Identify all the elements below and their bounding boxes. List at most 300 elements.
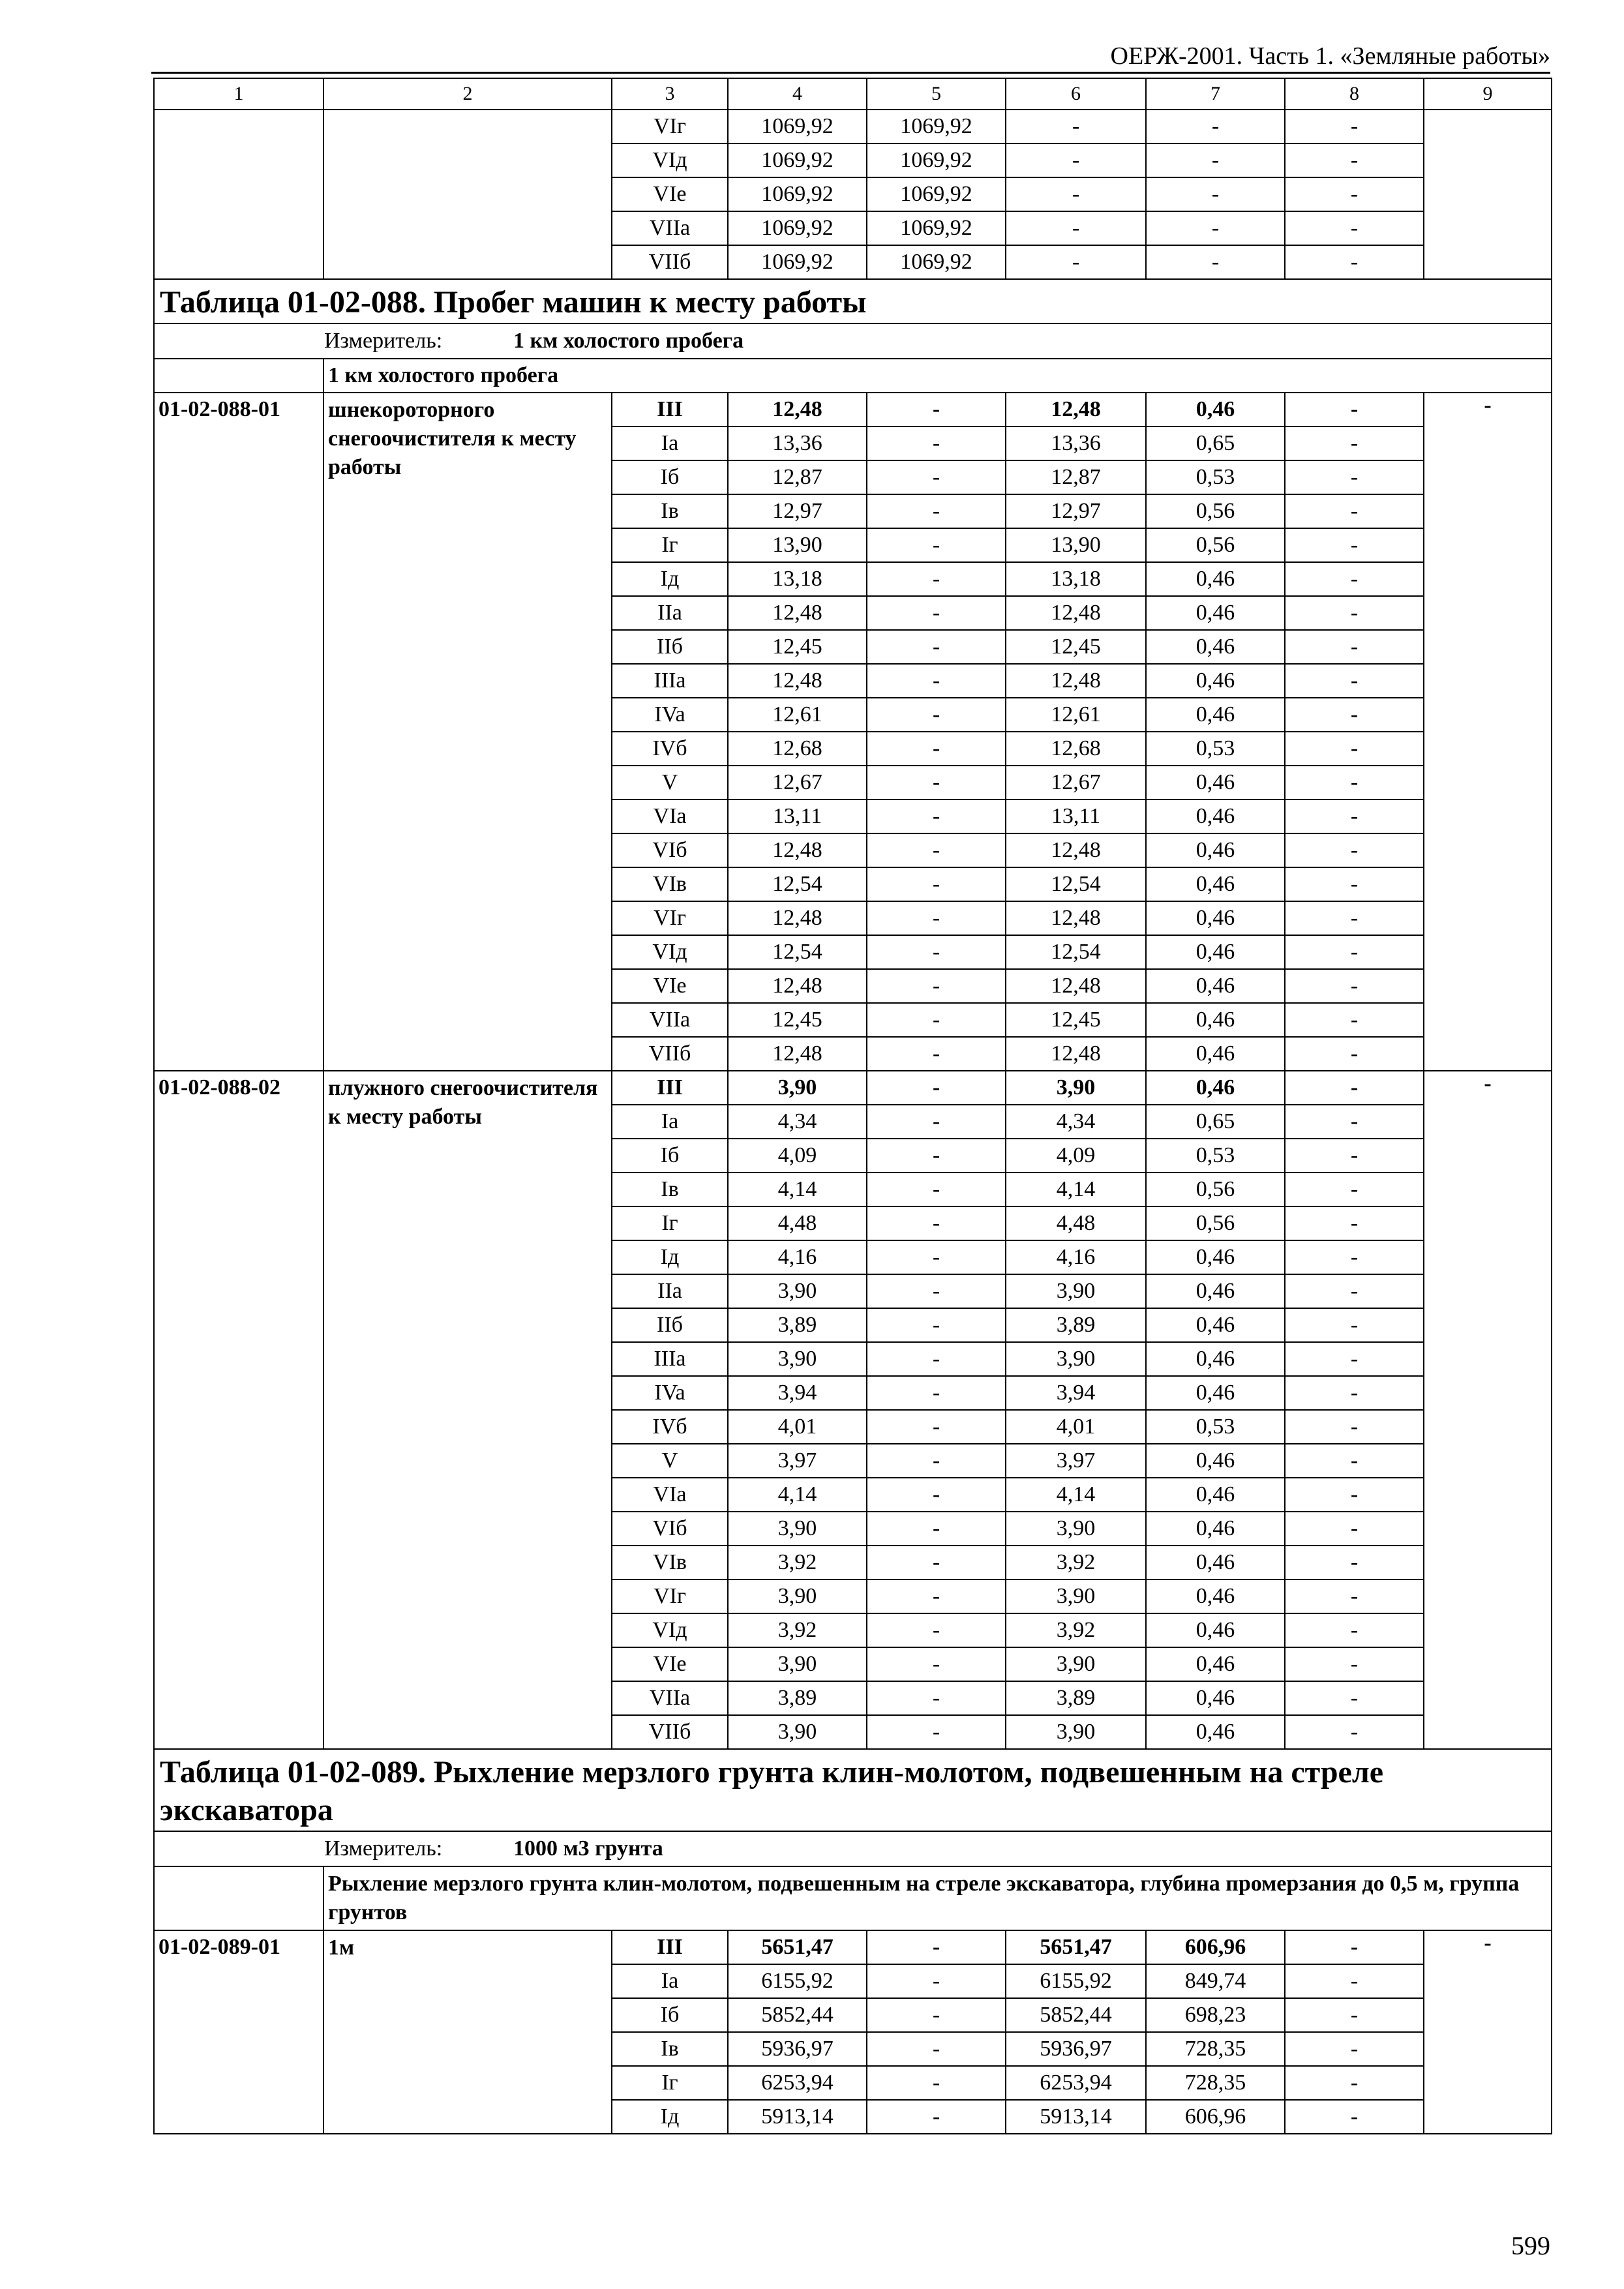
value-cell: 0,53 (1146, 1410, 1285, 1444)
value-cell: 12,97 (1006, 494, 1146, 528)
value-cell: 0,46 (1146, 1546, 1285, 1579)
value-cell: 1069,92 (728, 245, 867, 279)
value-cell: 0,46 (1146, 1308, 1285, 1342)
value-cell: 3,92 (728, 1613, 867, 1647)
value-cell: - (867, 1647, 1006, 1681)
value-cell: 4,14 (728, 1478, 867, 1512)
value-cell: 0,46 (1146, 698, 1285, 732)
value-cell: VIд (612, 935, 728, 969)
value-cell: 1069,92 (867, 177, 1006, 211)
section-heading-row (154, 359, 1552, 393)
column-number-cell: 5 (867, 78, 1006, 110)
value-cell: 0,46 (1146, 1071, 1285, 1105)
value-cell: - (1285, 1105, 1424, 1139)
value-cell: - (1285, 1376, 1424, 1410)
value-cell: - (1285, 1715, 1424, 1749)
value-cell: 12,48 (1006, 901, 1146, 935)
section-heading: 1 км холостого пробега (323, 359, 1552, 393)
value-cell: IIa (612, 596, 728, 630)
value-cell: 5913,14 (1006, 2100, 1146, 2134)
value-cell: - (867, 935, 1006, 969)
value-cell: - (1285, 800, 1424, 833)
value-cell: 12,48 (728, 969, 867, 1003)
value-cell: 728,35 (1146, 2066, 1285, 2100)
value-cell: - (867, 1613, 1006, 1647)
measurer-row (154, 1831, 1552, 1866)
value-cell: Iб (612, 1998, 728, 2032)
value-cell: - (867, 1681, 1006, 1715)
value-cell: - (1285, 1206, 1424, 1240)
table-title-row (154, 279, 1552, 323)
value-cell: - (1285, 732, 1424, 766)
value-cell: 12,45 (728, 1003, 867, 1037)
value-cell: 12,48 (1006, 969, 1146, 1003)
value-cell: 0,46 (1146, 1037, 1285, 1071)
value-cell: - (1285, 901, 1424, 935)
value-cell: - (1285, 2100, 1424, 2134)
value-cell: 1069,92 (728, 211, 867, 245)
value-cell: 4,14 (1006, 1478, 1146, 1512)
measurer-line (155, 324, 1551, 358)
value-cell: 12,45 (1006, 630, 1146, 664)
value-cell: 3,97 (1006, 1444, 1146, 1478)
measurer-value: 1 км холостого пробега (513, 329, 744, 353)
value-cell: VIв (612, 867, 728, 901)
value-cell: - (1285, 177, 1424, 211)
value-cell: 12,48 (1006, 596, 1146, 630)
value-cell: 3,92 (1006, 1546, 1146, 1579)
value-cell: IIIa (612, 664, 728, 698)
value-cell: - (867, 2032, 1006, 2066)
value-cell: 0,46 (1146, 596, 1285, 630)
value-cell: VIг (612, 1579, 728, 1613)
value-cell: Iб (612, 1139, 728, 1173)
col9-cell (1424, 110, 1552, 279)
value-cell: - (1006, 211, 1146, 245)
value-cell: Iд (612, 2100, 728, 2134)
value-cell: 12,87 (1006, 460, 1146, 494)
column-number-cell: 6 (1006, 78, 1146, 110)
value-cell: - (867, 562, 1006, 596)
value-cell: - (867, 528, 1006, 562)
value-cell: - (867, 1478, 1006, 1512)
value-cell: - (867, 1546, 1006, 1579)
value-cell: Iг (612, 2066, 728, 2100)
value-cell: 12,87 (728, 460, 867, 494)
value-cell: 0,53 (1146, 460, 1285, 494)
value-cell: - (1285, 1274, 1424, 1308)
value-cell: - (867, 1512, 1006, 1546)
value-cell: - (867, 1105, 1006, 1139)
value-cell: - (867, 1444, 1006, 1478)
column-number-cell: 3 (612, 78, 728, 110)
measurer-cell (154, 1831, 1552, 1866)
rate-description: 1м (323, 1930, 612, 2134)
value-cell: 0,46 (1146, 800, 1285, 833)
value-cell: 5852,44 (728, 1998, 867, 2032)
column-number-cell: 8 (1285, 78, 1424, 110)
value-cell: 0,46 (1146, 393, 1285, 426)
value-cell: 1069,92 (867, 245, 1006, 279)
value-cell: 5852,44 (1006, 1998, 1146, 2032)
value-cell: VIIa (612, 1003, 728, 1037)
value-cell: - (867, 1715, 1006, 1749)
value-cell: 0,56 (1146, 1206, 1285, 1240)
table-row (154, 393, 1552, 426)
value-cell: 0,46 (1146, 562, 1285, 596)
value-cell: 12,48 (1006, 393, 1146, 426)
value-cell: 0,46 (1146, 664, 1285, 698)
value-cell: - (1285, 1173, 1424, 1206)
value-cell: 0,46 (1146, 1274, 1285, 1308)
column-number-cell: 9 (1424, 78, 1552, 110)
value-cell: Ia (612, 1964, 728, 1998)
value-cell: 4,34 (1006, 1105, 1146, 1139)
value-cell: 3,94 (1006, 1376, 1146, 1410)
value-cell: Ia (612, 426, 728, 460)
measurer-row (154, 323, 1552, 359)
value-cell: 0,46 (1146, 1376, 1285, 1410)
value-cell: 12,48 (728, 901, 867, 935)
rate-code: 01-02-088-01 (154, 393, 323, 1071)
value-cell: 12,48 (1006, 664, 1146, 698)
value-cell: 12,67 (1006, 766, 1146, 800)
value-cell: - (867, 1964, 1006, 1998)
value-cell: - (867, 698, 1006, 732)
value-cell: - (867, 1240, 1006, 1274)
value-cell: 5913,14 (728, 2100, 867, 2134)
value-cell: - (867, 1173, 1006, 1206)
measurer-label: Измеритель: (324, 1836, 443, 1861)
section-heading-row (154, 1866, 1552, 1930)
table-title: Таблица 01-02-088. Пробег машин к месту работы (154, 279, 1552, 323)
value-cell: 12,48 (728, 596, 867, 630)
value-cell: 4,01 (1006, 1410, 1146, 1444)
value-cell: - (1285, 2032, 1424, 2066)
value-cell: - (867, 1071, 1006, 1105)
value-cell: - (1285, 426, 1424, 460)
value-cell: 0,53 (1146, 732, 1285, 766)
value-cell: IIa (612, 1274, 728, 1308)
value-cell: - (867, 901, 1006, 935)
value-cell: - (867, 1139, 1006, 1173)
value-cell: - (1285, 2066, 1424, 2100)
rate-code: 01-02-088-02 (154, 1071, 323, 1749)
value-cell: VIa (612, 800, 728, 833)
rate-code: 01-02-089-01 (154, 1930, 323, 2134)
value-cell: 3,89 (728, 1681, 867, 1715)
value-cell: VIa (612, 1478, 728, 1512)
value-cell: 3,89 (728, 1308, 867, 1342)
rate-description: плужного снегоочистителя к месту работы (323, 1071, 612, 1749)
value-cell: 12,54 (728, 867, 867, 901)
value-cell: VIб (612, 833, 728, 867)
value-cell: 12,45 (1006, 1003, 1146, 1037)
value-cell: - (867, 1037, 1006, 1071)
value-cell: V (612, 1444, 728, 1478)
value-cell: VIIб (612, 1715, 728, 1749)
value-cell: 0,46 (1146, 867, 1285, 901)
value-cell: - (867, 833, 1006, 867)
value-cell: - (1285, 1478, 1424, 1512)
document-header: ОЕРЖ-2001. Часть 1. «Земляные работы» (1110, 42, 1550, 70)
value-cell: Iд (612, 1240, 728, 1274)
value-cell: - (1285, 110, 1424, 143)
value-cell: VIг (612, 901, 728, 935)
value-cell: 3,92 (1006, 1613, 1146, 1647)
value-cell: 1069,92 (867, 211, 1006, 245)
value-cell: - (1006, 143, 1146, 177)
value-cell: 0,53 (1146, 1139, 1285, 1173)
value-cell: - (867, 664, 1006, 698)
value-cell: 5936,97 (1006, 2032, 1146, 2066)
value-cell: - (867, 1274, 1006, 1308)
value-cell: - (1285, 245, 1424, 279)
table-title: Таблица 01-02-089. Рыхление мерзлого грунта клин-молотом, подвешенным на стреле экскаватора (154, 1749, 1552, 1831)
value-cell: 0,46 (1146, 969, 1285, 1003)
value-cell: 4,09 (728, 1139, 867, 1173)
value-cell: - (867, 1579, 1006, 1613)
rates-table (153, 78, 1552, 2134)
value-cell: IIб (612, 1308, 728, 1342)
value-cell: - (1285, 494, 1424, 528)
value-cell: VIв (612, 1546, 728, 1579)
value-cell: 0,46 (1146, 833, 1285, 867)
value-cell: 606,96 (1146, 1930, 1285, 1964)
value-cell: - (1285, 935, 1424, 969)
value-cell: 6253,94 (1006, 2066, 1146, 2100)
value-cell: 3,90 (728, 1274, 867, 1308)
value-cell: 3,90 (728, 1579, 867, 1613)
measurer-cell (154, 323, 1552, 359)
value-cell: - (1285, 1647, 1424, 1681)
value-cell: 13,18 (1006, 562, 1146, 596)
value-cell: 3,90 (1006, 1715, 1146, 1749)
value-cell: Iг (612, 1206, 728, 1240)
value-cell: 12,68 (1006, 732, 1146, 766)
value-cell: - (1285, 1930, 1424, 1964)
value-cell: 849,74 (1146, 1964, 1285, 1998)
value-cell: III (612, 393, 728, 426)
column-number-cell: 1 (154, 78, 323, 110)
value-cell: - (867, 596, 1006, 630)
value-cell: VIIб (612, 245, 728, 279)
value-cell: 3,89 (1006, 1308, 1146, 1342)
value-cell: IIб (612, 630, 728, 664)
value-cell: 0,65 (1146, 1105, 1285, 1139)
value-cell: Iг (612, 528, 728, 562)
value-cell: III (612, 1071, 728, 1105)
value-cell: - (867, 1930, 1006, 1964)
section-heading: Рыхление мерзлого грунта клин-молотом, подвешенным на стреле экскаватора, глубина промерзания до 0,5 м, группа грунтов (323, 1866, 1552, 1930)
value-cell: 13,36 (728, 426, 867, 460)
column-number-cell: 2 (323, 78, 612, 110)
value-cell: 3,90 (728, 1647, 867, 1681)
value-cell: 12,54 (1006, 935, 1146, 969)
value-cell: - (1285, 1964, 1424, 1998)
value-cell: - (1285, 562, 1424, 596)
value-cell: 0,46 (1146, 1512, 1285, 1546)
value-cell: IVб (612, 1410, 728, 1444)
value-cell: 3,94 (728, 1376, 867, 1410)
value-cell: 3,90 (728, 1071, 867, 1105)
value-cell: - (1285, 1139, 1424, 1173)
value-cell: VIe (612, 969, 728, 1003)
value-cell: - (1285, 1579, 1424, 1613)
value-cell: 12,48 (1006, 833, 1146, 867)
value-cell: 3,97 (728, 1444, 867, 1478)
value-cell: 4,14 (1006, 1173, 1146, 1206)
value-cell: - (1285, 143, 1424, 177)
value-cell: 3,90 (728, 1342, 867, 1376)
value-cell: - (867, 630, 1006, 664)
value-cell: 0,46 (1146, 1342, 1285, 1376)
value-cell: 1069,92 (867, 143, 1006, 177)
value-cell: - (1285, 1003, 1424, 1037)
value-cell: VIд (612, 143, 728, 177)
value-cell: 0,46 (1146, 1681, 1285, 1715)
value-cell: 0,46 (1146, 1444, 1285, 1478)
value-cell: III (612, 1930, 728, 1964)
value-cell: 0,46 (1146, 901, 1285, 935)
column-number-cell: 4 (728, 78, 867, 110)
value-cell: 0,46 (1146, 935, 1285, 969)
value-cell: 3,90 (1006, 1512, 1146, 1546)
value-cell: - (867, 426, 1006, 460)
value-cell: - (1285, 766, 1424, 800)
value-cell: 0,46 (1146, 1240, 1285, 1274)
value-cell: - (1285, 211, 1424, 245)
value-cell: 6253,94 (728, 2066, 867, 2100)
value-cell: Ia (612, 1105, 728, 1139)
value-cell: 12,67 (728, 766, 867, 800)
value-cell: - (1006, 177, 1146, 211)
value-cell: 3,89 (1006, 1681, 1146, 1715)
value-cell: - (1285, 1512, 1424, 1546)
measurer-line (155, 1832, 1551, 1866)
value-cell: - (867, 494, 1006, 528)
value-cell: - (1146, 245, 1285, 279)
value-cell: 1069,92 (867, 110, 1006, 143)
header-rule (151, 72, 1550, 74)
value-cell: Iв (612, 1173, 728, 1206)
value-cell: 13,90 (728, 528, 867, 562)
section-spacer-cell (154, 359, 323, 393)
page-number: 599 (1511, 2231, 1550, 2260)
value-cell: VIд (612, 1613, 728, 1647)
value-cell: 0,65 (1146, 426, 1285, 460)
table-row (154, 1071, 1552, 1105)
value-cell: - (1146, 211, 1285, 245)
value-cell: - (1285, 460, 1424, 494)
value-cell: - (867, 1003, 1006, 1037)
value-cell: - (867, 800, 1006, 833)
value-cell: 698,23 (1146, 1998, 1285, 2032)
value-cell: 1069,92 (728, 143, 867, 177)
value-cell: Iв (612, 494, 728, 528)
value-cell: - (867, 1206, 1006, 1240)
col9-cell: - (1424, 1071, 1552, 1749)
value-cell: 0,46 (1146, 766, 1285, 800)
value-cell: 0,46 (1146, 630, 1285, 664)
col9-cell: - (1424, 1930, 1552, 2134)
value-cell: 4,09 (1006, 1139, 1146, 1173)
value-cell: - (1285, 1613, 1424, 1647)
value-cell: 3,90 (1006, 1071, 1146, 1105)
table-title-row (154, 1749, 1552, 1831)
value-cell: - (1285, 1037, 1424, 1071)
value-cell: 4,14 (728, 1173, 867, 1206)
value-cell: - (1285, 1240, 1424, 1274)
value-cell: 4,48 (728, 1206, 867, 1240)
value-cell: 3,90 (1006, 1647, 1146, 1681)
value-cell: - (867, 1376, 1006, 1410)
value-cell: - (1285, 698, 1424, 732)
value-cell: - (867, 1998, 1006, 2032)
value-cell: VIIa (612, 1681, 728, 1715)
description-cell (323, 110, 612, 279)
value-cell: - (1285, 867, 1424, 901)
value-cell: - (1146, 143, 1285, 177)
value-cell: 3,90 (1006, 1274, 1146, 1308)
col9-cell: - (1424, 393, 1552, 1071)
value-cell: - (1285, 969, 1424, 1003)
value-cell: - (1285, 528, 1424, 562)
value-cell: 13,36 (1006, 426, 1146, 460)
value-cell: 0,56 (1146, 1173, 1285, 1206)
value-cell: VIб (612, 1512, 728, 1546)
value-cell: 3,90 (728, 1512, 867, 1546)
value-cell: 4,16 (1006, 1240, 1146, 1274)
value-cell: - (1146, 110, 1285, 143)
value-cell: - (1285, 1410, 1424, 1444)
value-cell: - (1285, 833, 1424, 867)
value-cell: 606,96 (1146, 2100, 1285, 2134)
value-cell: - (867, 766, 1006, 800)
value-cell: 3,92 (728, 1546, 867, 1579)
value-cell: IVб (612, 732, 728, 766)
value-cell: 13,11 (1006, 800, 1146, 833)
value-cell: 4,48 (1006, 1206, 1146, 1240)
value-cell: 12,48 (1006, 1037, 1146, 1071)
rate-description: шнекороторного снегоочистителя к месту работы (323, 393, 612, 1071)
value-cell: 5651,47 (1006, 1930, 1146, 1964)
value-cell: 6155,92 (1006, 1964, 1146, 1998)
value-cell: 12,68 (728, 732, 867, 766)
value-cell: 4,34 (728, 1105, 867, 1139)
value-cell: - (1285, 630, 1424, 664)
value-cell: 1069,92 (728, 110, 867, 143)
value-cell: - (867, 460, 1006, 494)
value-cell: 0,46 (1146, 1003, 1285, 1037)
code-cell (154, 110, 323, 279)
value-cell: - (867, 969, 1006, 1003)
value-cell: - (1285, 1308, 1424, 1342)
value-cell: - (1285, 664, 1424, 698)
value-cell: 4,16 (728, 1240, 867, 1274)
value-cell: Iд (612, 562, 728, 596)
value-cell: 13,11 (728, 800, 867, 833)
value-cell: - (867, 867, 1006, 901)
value-cell: VIe (612, 1647, 728, 1681)
value-cell: 0,46 (1146, 1715, 1285, 1749)
value-cell: - (1006, 110, 1146, 143)
value-cell: 12,48 (728, 1037, 867, 1071)
value-cell: - (867, 393, 1006, 426)
value-cell: - (1285, 1998, 1424, 2032)
value-cell: VIe (612, 177, 728, 211)
value-cell: 0,46 (1146, 1478, 1285, 1512)
